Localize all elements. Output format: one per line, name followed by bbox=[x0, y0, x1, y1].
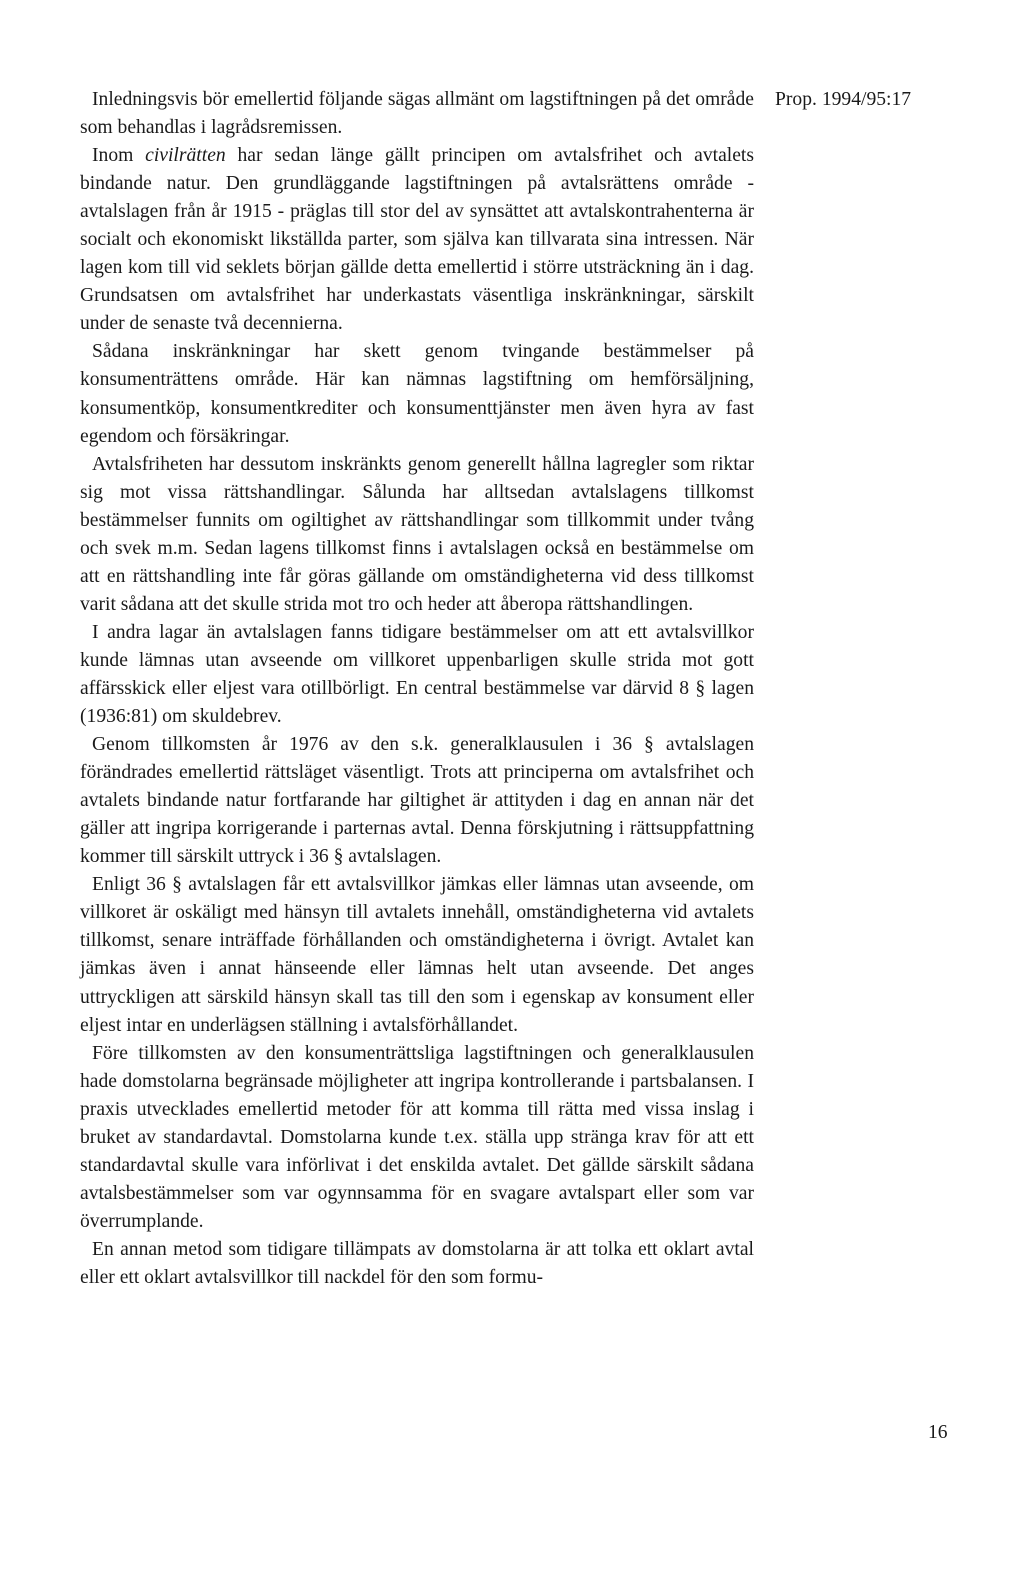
paragraph-8: Före tillkomsten av den konsumenträttsliga lagstiftningen och generalklausulen hade domstolarna begränsade möjligheter att ingripa kontrollerande i partsbalansen. I praxis utvecklades emellertid metoder för att komma till rätta med vissa inslag i bruket av standardavtal. Domstolarna kunde t.ex. ställa upp stränga krav för att ett standardavtal skulle vara införlivat i det enskilda avtalet. Det gällde särskilt sådana avtalsbestämmelser som var ogynnsamma för en svagare avtalspart eller som var överrumplande. bbox=[80, 1042, 754, 1232]
proposition-reference: Prop. 1994/95:17 bbox=[775, 89, 912, 110]
paragraph-9: En annan metod som tidigare tillämpats av domstolarna är att tolka ett oklart avtal eller ett oklart avtalsvillkor till nackdel för den som formu- bbox=[80, 1238, 754, 1288]
paragraph-7: Enligt 36 § avtalslagen får ett avtalsvillkor jämkas eller lämnas utan avseende, om villkoret är oskäligt med hänsyn till avtalets innehåll, omständigheterna vid avtalets tillkomst, senare inträffade förhållanden och omständigheterna i övrigt. Avtalet kan jämkas även i annat hänseende eller lämnas helt utan avseende. Det anges uttryckligen att särskild hänsyn skall tas till den som i egenskap av konsument eller eljest intar en underlägsen ställning i avtalsförhållandet. bbox=[80, 874, 754, 1036]
paragraph-2 bbox=[80, 142, 754, 338]
page-number: 16 bbox=[928, 1422, 948, 1443]
paragraph-3: Sådana inskränkningar har skett genom tvingande bestämmelser på konsumenträttens område. Här kan nämnas lagstiftning om hemförsäljning, konsumentköp, konsumentkrediter och konsumenttjänster men även hyra av fast egendom och försäkringar. bbox=[80, 341, 754, 447]
paragraph-1: Inledningsvis bör emellertid följande sägas allmänt om lagstiftningen på det område som behandlas i lagrådsremissen. bbox=[80, 89, 754, 139]
paragraph-5: I andra lagar än avtalslagen fanns tidigare bestämmelser om att ett avtalsvillkor kunde lämnas utan avseende om villkoret uppenbarligen skulle strida mot gott affärsskick eller eljest vara otillbörligt. En central bestämmelse var därvid 8 § lagen (1936:81) om skuldebrev. bbox=[80, 621, 754, 728]
paragraph-6: Genom tillkomsten år 1976 av den s.k. generalklausulen i 36 § avtalslagen förändrades emellertid rättsläget väsentligt. Trots att principerna om avtalsfrihet och avtalets bindande natur fortfarande har giltighet är attityden i dag en annan när det gäller att ingripa korrigerande i parternas avtal. Denna förskjutning i rättsuppfattning kommer till särskilt uttryck i 36 § avtalslagen. bbox=[80, 734, 754, 868]
paragraph-4: Avtalsfriheten har dessutom inskränkts genom generellt hållna lagregler som riktar sig mot vissa rättshandlingar. Sålunda har alltsedan avtalslagens tillkomst bestämmelser funnits om ogiltighet av rättshandlingar som tillkommit under tvång och svek m.m. Sedan lagens tillkomst finns i avtalslagen också en bestämmelse om att en rättshandling inte får göras gällande om omständigheterna vid dess tillkomst varit sådana att det skulle strida mot tro och heder att åberopa rättshandlingen. bbox=[80, 453, 754, 615]
italic-term-civilratten: civilrätten bbox=[145, 145, 226, 167]
body-text bbox=[80, 86, 754, 1292]
paragraph-2-lead: Inom bbox=[92, 145, 146, 167]
paragraph-2-rest: har sedan länge gällt principen om avtalsfrihet och avtalets bindande natur. Den grundläggande lagstiftningen på avtalsrättens område - avtalslagen från år 1915 - präglas till stor del av synsättet att avtalskontrahenterna är socialt och ekonomiskt likställda parter, som själva kan tillvarata sina intressen. När lagen kom till vid seklets början gällde detta emellertid i större utsträckning än i dag. Grundsatsen om avtalsfrihet har underkastats väsentliga inskränkningar, särskilt under de senaste två decennierna. bbox=[80, 145, 754, 335]
